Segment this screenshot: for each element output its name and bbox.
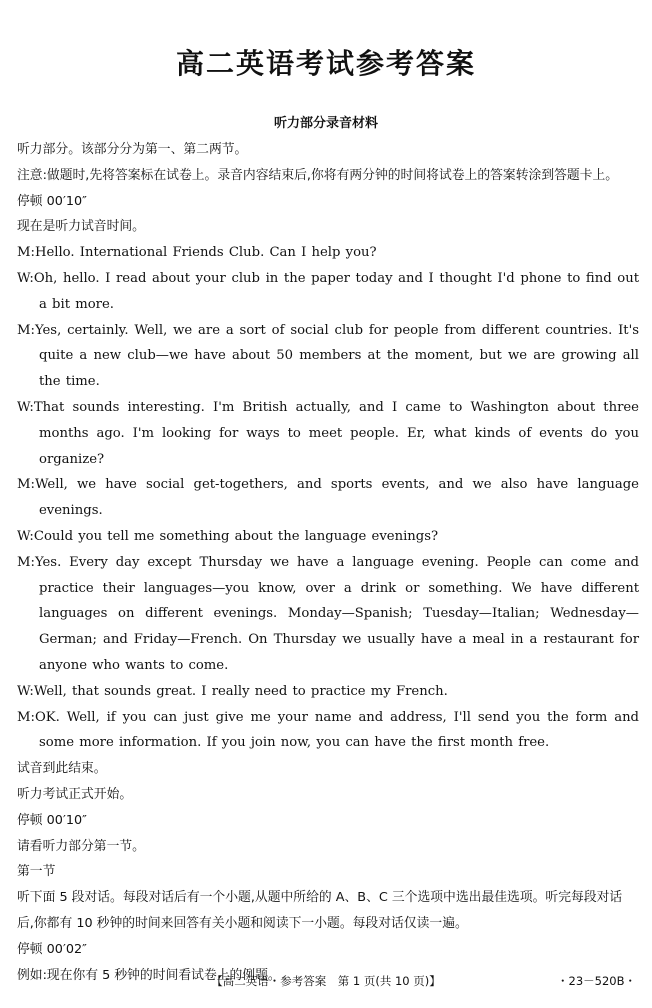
dialogue-line: M:Hello. International Friends Club. Can I help you? — [17, 245, 377, 261]
paragraph: 第一节 — [17, 864, 56, 880]
dialogue-line: M:Yes, certainly. Well, we are a sort of social club for people from different countries. It's quite a new club—we have about 50 members at the moment, but we are growing all the time. — [17, 322, 639, 390]
paragraph: 停顿 00′10″ — [17, 193, 87, 209]
page-title: 高二英语考试参考答案 — [175, 47, 476, 80]
dialogue-line: M:Well, we have social get-togethers, and sports events, and we also have language evenings. — [17, 477, 639, 519]
dialogue-line: M:Yes. Every day except Thursday we have a language evening. People can come and practice their languages—you know, over a drink or something. We have different languages on different evenings. Monday—Spanish; Tuesday—Italian; Wednesday—German; and Friday—French. On Thursday we usually have a meal in a restaurant for anyone who wants to come. — [17, 554, 639, 673]
paragraph: 请看听力部分第一节。 — [17, 838, 145, 854]
paragraph: 停顿 00′02″ — [17, 941, 87, 957]
dialogue-line: W:Could you tell me something about the language evenings? — [17, 528, 439, 544]
dialogue-line: W:Well, that sounds great. I really need to practice my French. — [17, 683, 448, 699]
document-body — [17, 137, 639, 988]
section-subtitle: 听力部分录音材料 — [273, 116, 378, 131]
paragraph: 试音到此结束。 — [17, 761, 107, 777]
page-footer — [0, 970, 652, 992]
footer-page-info: 【高二英语・参考答案 第 1 页(共 10 页)】 — [211, 974, 441, 988]
paragraph: 听力考试正式开始。 — [17, 786, 133, 802]
paragraph: 注意:做题时,先将答案标在试卷上。录音内容结束后,你将有两分钟的时间将试卷上的答案转涂到答题卡上。 — [17, 167, 619, 183]
paragraph: 听下面 5 段对话。每段对话后有一个小题,从题中所给的 A、B、C 三个选项中选出最佳选项。听完每段对话后,你都有 10 秒钟的时间来回答有关小题和阅读下一小题。每段对话仅读一遍。 — [17, 890, 623, 931]
paragraph: 停顿 00′10″ — [17, 812, 87, 828]
paragraph: 例如:现在你有 5 秒钟的时间看试卷上的例题。 — [17, 967, 281, 983]
dialogue-line: M:OK. Well, if you can just give me your name and address, I'll send you the form and some more information. If you join now, you can have the first month free. — [17, 709, 639, 751]
dialogue-line: W:Oh, hello. I read about your club in the paper today and I thought I'd phone to find out a bit more. — [17, 270, 639, 312]
paragraph: 现在是听力试音时间。 — [17, 219, 145, 235]
paragraph: 听力部分。该部分分为第一、第二两节。 — [17, 142, 248, 157]
footer-code: ・23－520B・ — [557, 974, 636, 988]
dialogue-line: W:That sounds interesting. I'm British actually, and I came to Washington about three months ago. I'm looking for ways to meet people. Er, what kinds of events do you organize? — [17, 399, 639, 467]
